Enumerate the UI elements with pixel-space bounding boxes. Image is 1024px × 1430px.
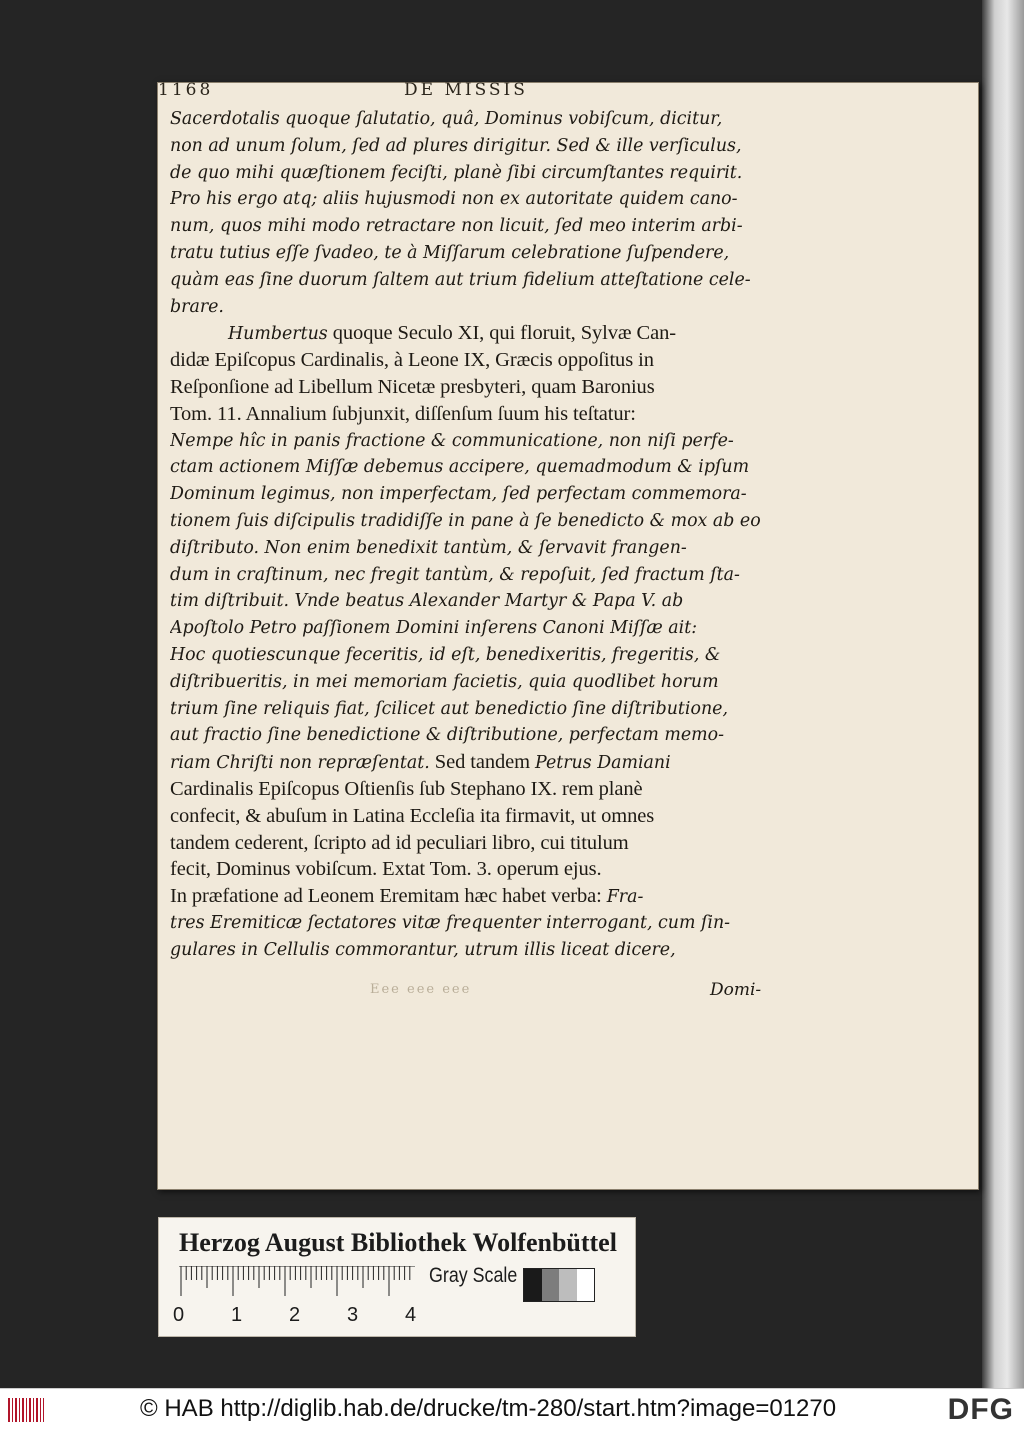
text-run: Tom. 11. Annalium ſubjunxit, diſſenſum ſuum his teſtatur: — [170, 402, 636, 425]
ruler-numbers — [173, 1304, 417, 1328]
text-line — [170, 749, 950, 776]
measurement-ruler — [179, 1266, 415, 1298]
text-run: dum in craſtinum, nec fregit tantùm, & repoſuit, ſed fractum ſta- — [170, 564, 740, 585]
text-run: didæ Epiſcopus Cardinalis, à Leone IX, Græcis oppoſitus in — [170, 349, 654, 372]
text-line — [170, 776, 950, 803]
text-run: brare. — [170, 296, 224, 317]
text-run: tionem ſuis diſcipulis tradidiſſe in pane à ſe benedicto & mox ab eo — [170, 510, 761, 531]
text-line — [170, 856, 950, 883]
library-label-card — [158, 1217, 636, 1337]
text-line — [170, 642, 950, 669]
text-line — [170, 883, 950, 910]
text-run: Cardinalis Epiſcopus Oſtienſis ſub Stephano IX. rem planè — [170, 777, 643, 800]
text-line — [170, 615, 950, 642]
text-run: diſtribueritis, in mei memoriam facietis, quia quodlibet horum — [170, 671, 719, 692]
text-run: Petrus Damiani — [535, 753, 671, 774]
catchword: Domi- — [710, 980, 762, 1000]
text-run: Nempe hîc in panis fractione & communicatione, non niſi perfe- — [170, 430, 734, 451]
text-line — [170, 428, 950, 455]
text-run: Sacerdotalis quoque ſalutatio, quâ, Dominus vobiſcum, dicitur, — [170, 109, 723, 129]
running-header — [158, 80, 994, 106]
text-run: Hoc quotiescunque feceritis, id eſt, benedixeritis, fregeritis, & — [170, 644, 721, 665]
footer-credit-link[interactable]: © HAB http://diglib.hab.de/drucke/tm-280/start.htm?image=01270 — [140, 1395, 837, 1422]
ruler-number: 0 — [173, 1304, 185, 1326]
text-line — [170, 669, 950, 696]
viewer-footer — [0, 1388, 1024, 1430]
page-number: 1168 — [158, 80, 214, 100]
text-run: ctam actionem Miſſæ debemus accipere, quemadmodum & ipſum — [170, 457, 750, 478]
text-run: Fra- — [606, 887, 644, 908]
text-line — [170, 240, 950, 267]
gray-swatch — [559, 1269, 577, 1301]
gray-swatch — [542, 1269, 560, 1301]
text-line — [170, 294, 950, 321]
text-line — [170, 696, 950, 723]
text-run: Apoſtolo Petro paſſionem Domini inſerens Canoni Miſſæ ait: — [170, 618, 698, 639]
text-line — [170, 830, 950, 857]
ruler-number: 4 — [405, 1304, 417, 1326]
text-run: tim diſtribuit. Vnde beatus Alexander Martyr & Papa V. ab — [170, 591, 684, 612]
page-text — [170, 106, 950, 964]
gray-scale-swatches — [523, 1268, 595, 1302]
ruler-number: 1 — [231, 1304, 243, 1326]
text-line — [170, 910, 950, 937]
text-line — [170, 267, 950, 294]
text-line — [170, 588, 950, 615]
gray-swatch — [577, 1269, 595, 1301]
text-line — [170, 722, 950, 749]
text-run: num, quos mihi modo retractare non licuit, ſed meo interim arbi- — [170, 216, 743, 237]
hab-logo-icon — [8, 1398, 44, 1422]
text-run: riam Chriſti non repræſentat. — [170, 753, 430, 774]
text-run: In præfatione ad Leonem Eremitam hæc habet verba: — [170, 885, 607, 908]
text-run: quàm eas ſine duorum ſaltem aut trium fidelium atteſtatione cele- — [170, 269, 751, 290]
running-title: DE MISSIS — [404, 80, 528, 100]
signature-mark-ghost: Eee eee eee — [370, 982, 472, 997]
ruler-number: 3 — [347, 1304, 359, 1326]
adjacent-page-edge — [982, 0, 1024, 1388]
text-line — [170, 106, 950, 133]
text-line — [170, 508, 950, 535]
text-run: confecit, & abuſum in Latina Eccleſia ita firmavit, ut omnes — [170, 804, 655, 827]
text-run: fecit, Dominus vobiſcum. Extat Tom. 3. operum ejus. — [170, 858, 602, 881]
text-line — [170, 347, 950, 374]
text-line — [170, 186, 950, 213]
text-run: tandem cederent, ſcripto ad id peculiari libro, cui titulum — [170, 831, 629, 854]
gray-scale-label: Gray Scale — [429, 1264, 518, 1287]
text-line — [170, 562, 950, 589]
text-line — [170, 401, 950, 428]
text-run: non ad unum ſolum, ſed ad plures dirigitur. Sed & ille verſiculus, — [170, 135, 742, 156]
text-run: Pro his ergo atq; aliis hujusmodi non ex autoritate quidem cano- — [170, 189, 738, 210]
text-run: Reſponſione ad Libellum Nicetæ presbyteri, quam Baronius — [170, 375, 655, 398]
text-run: diſtributo. Non enim benedixit tantùm, & ſervavit frangen- — [170, 537, 687, 558]
text-line — [170, 454, 950, 481]
text-run: quoque Seculo XI, qui floruit, Sylvæ Can- — [327, 322, 676, 345]
text-line — [170, 803, 950, 830]
text-line — [170, 320, 950, 347]
gray-swatch — [524, 1269, 542, 1301]
text-run: Humbertus — [228, 324, 328, 345]
text-line — [170, 160, 950, 187]
text-line — [170, 213, 950, 240]
text-line — [170, 937, 950, 964]
ruler-number: 2 — [289, 1304, 301, 1326]
text-run: aut fractio ſine benedictione & diſtributione, perfectam memo- — [170, 725, 725, 746]
text-run: trium ſine reliquis fiat, ſcilicet aut benedictio ſine diſtributione, — [170, 698, 728, 719]
text-line — [170, 133, 950, 160]
text-run: Dominum legimus, non imperfectam, ſed perfectam commemora- — [170, 484, 747, 505]
text-run: Sed tandem — [429, 751, 536, 774]
text-line — [170, 535, 950, 562]
text-run: gulares in Cellulis commorantur, utrum illis liceat dicere, — [170, 939, 676, 960]
text-run: tratu tutius eſſe ſvadeo, te à Miſſarum celebratione ſuſpendere, — [170, 242, 730, 263]
dfg-logo: DFG — [947, 1393, 1014, 1426]
library-name: Herzog August Bibliothek Wolfenbüttel — [179, 1228, 617, 1257]
text-line — [170, 374, 950, 401]
text-run: de quo mihi quæſtionem feciſti, planè ſibi circumſtantes requirit. — [170, 162, 743, 183]
text-run: tres Eremiticæ ſectatores vitæ frequenter interrogant, cum ſin- — [170, 912, 731, 933]
text-line — [170, 481, 950, 508]
